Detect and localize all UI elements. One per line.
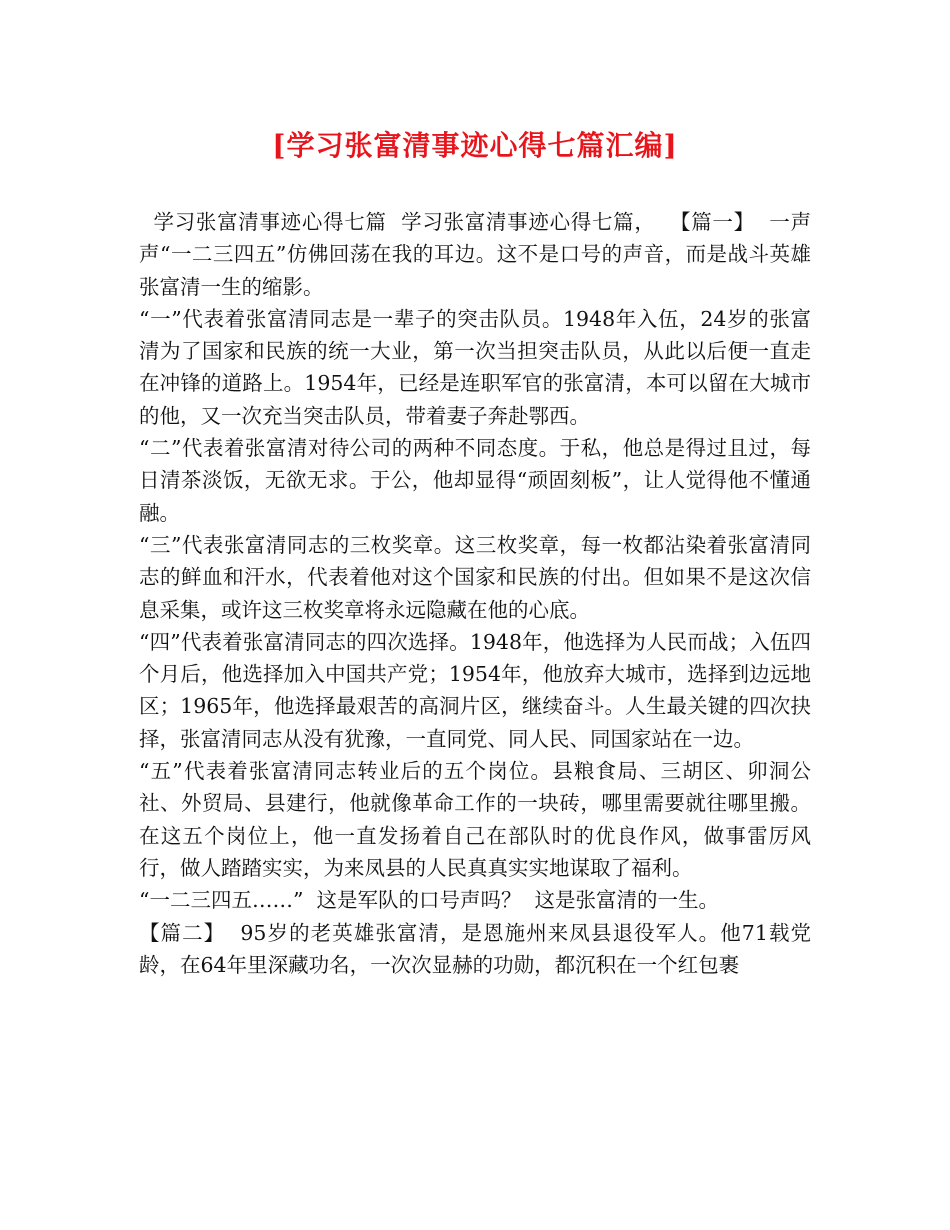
paragraph-four: “四”代表着张富清同志的四次选择。1948年，他选择为人民而战；入伍四个月后，他选择加入中国共产党；1954年，他放弃大城市，选择到边远地区；1965年，他选择最艰苦的高洞片区，继续奋斗。人生最关键的四次抉择，张富清同志从没有犹豫，一直同党、同人民、同国家站在一边。	[139, 629, 811, 751]
paragraph-five: “五”代表着张富清同志转业后的五个岗位。县粮食局、三胡区、卯洞公社、外贸局、县建行，他就像革命工作的一块砖，哪里需要就往哪里搬。在这五个岗位上，他一直发扬着自己在部队时的优良作风，做事雷厉风行，做人踏踏实实，为来凤县的人民真真实实地谋取了福利。	[139, 759, 811, 880]
paragraph-two: “二”代表着张富清对待公司的两种不同态度。于私，他总是得过且过，每日清茶淡饭，无欲无求。于公，他却显得“顽固刻板”，让人觉得他不懂通融。	[139, 436, 811, 525]
paragraph-summary: “一二三四五……” 这是军队的口号声吗？ 这是张富清的一生。	[139, 888, 720, 913]
paragraph-three: “三”代表张富清同志的三枚奖章。这三枚奖章，每一枚都沾染着张富清同志的鲜血和汗水，代表着他对这个国家和民族的付出。但如果不是这次信息采集，或许这三枚奖章将永远隐藏在他的心底。	[139, 532, 811, 622]
document-body	[139, 206, 811, 981]
paragraph-part-two: 【篇二】 95岁的老英雄张富清，是恩施州来凤县退役军人。他71载党龄，在64年里深藏功名，一次次显赫的功勋，都沉积在一个红包裹	[139, 920, 811, 977]
document-title: [学习张富清事迹心得七篇汇编]	[272, 129, 678, 162]
paragraph-one: “一”代表着张富清同志是一辈子的突击队员。1948年入伍，24岁的张富清为了国家和民族的统一大业，第一次当担突击队员，从此以后便一直走在冲锋的道路上。1954年，已经是连职军官的张富清，本可以留在大城市的他，又一次充当突击队员，带着妻子奔赴鄂西。	[139, 306, 811, 428]
paragraph-intro: 学习张富清事迹心得七篇 学习张富清事迹心得七篇， 【篇一】 一声声“一二三四五”仿佛回荡在我的耳边。这不是口号的声音，而是战斗英雄张富清一生的缩影。	[139, 210, 811, 299]
